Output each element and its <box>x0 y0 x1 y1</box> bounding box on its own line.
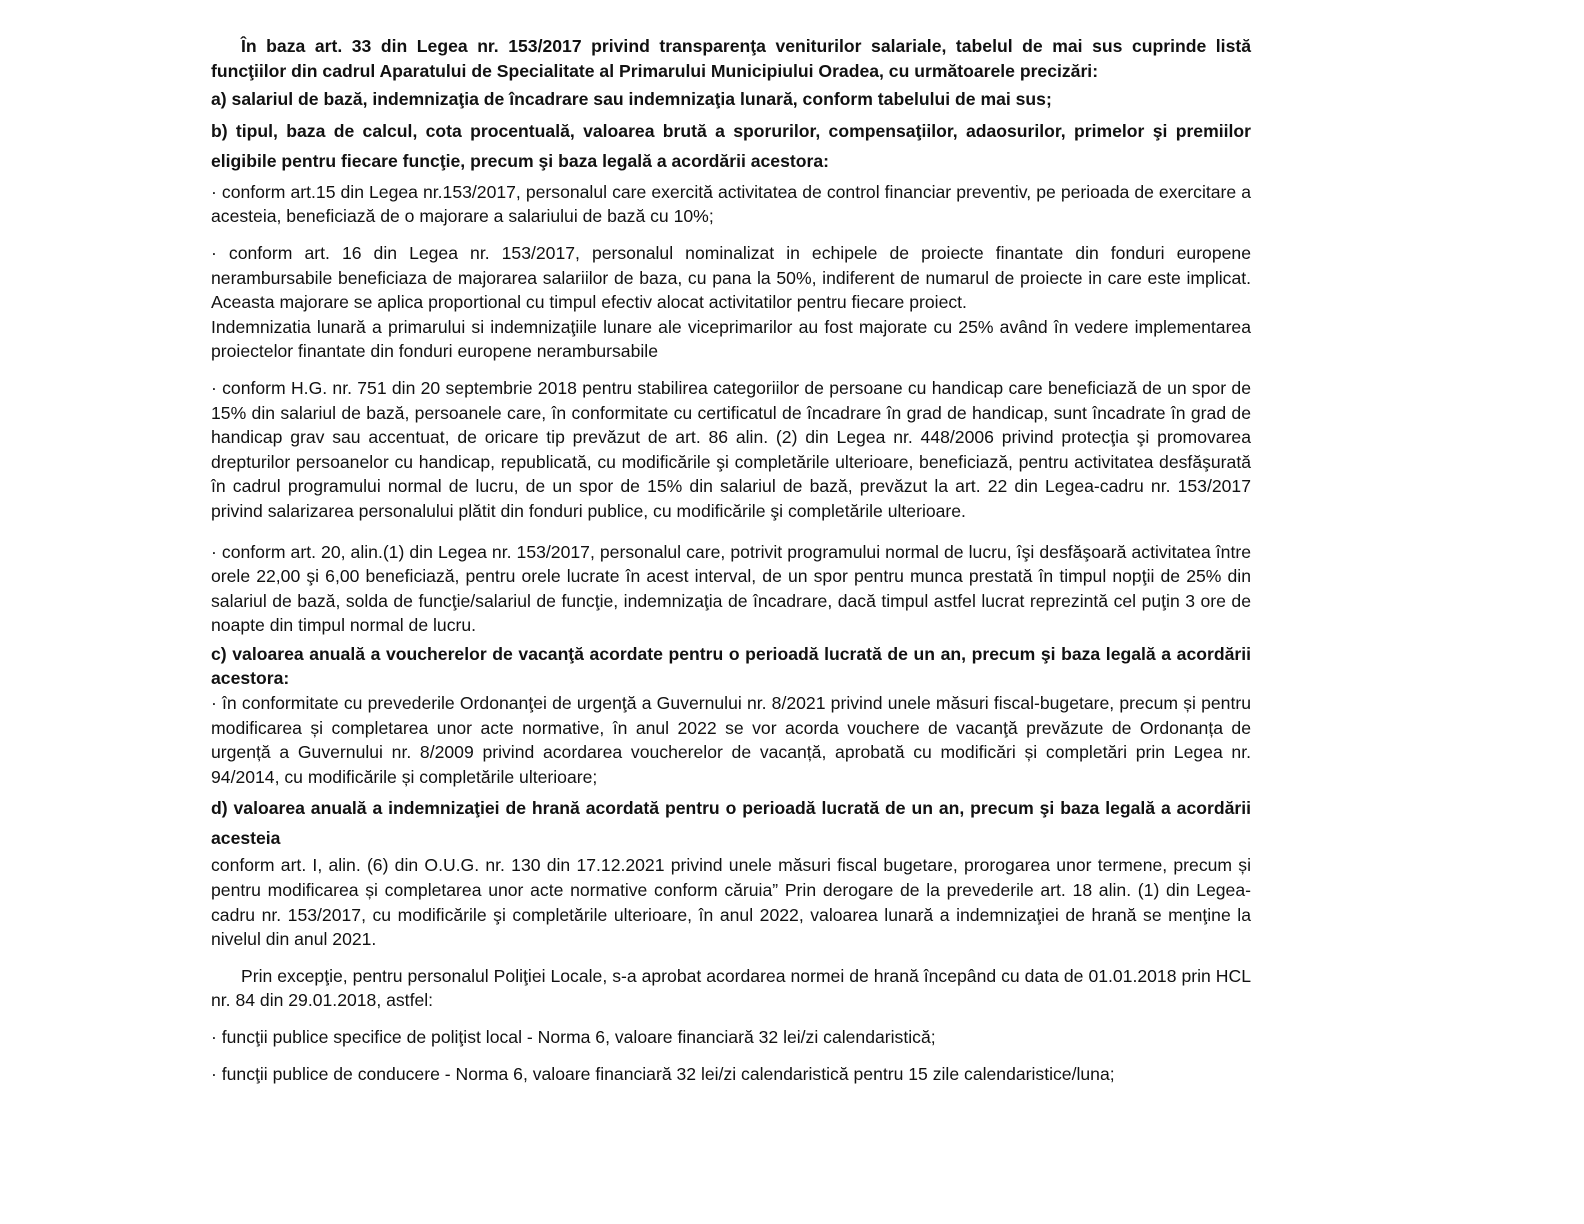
b-item-proiecte-europene: · conform art. 16 din Legea nr. 153/2017, personalul nominalizat in echipele de proiecte finantate din fonduri europene nerambursabile beneficiaza de majorarea salariilor de baza, cu pana la 50%, indiferent de numarul de proiecte in care este implicat. Aceasta majorare se aplica proportional cu timpul efectiv alocat activitatilor pentru fiecare proiect. <box>211 242 1251 313</box>
b-item-handicap: · conform H.G. nr. 751 din 20 septembrie 2018 pentru stabilirea categoriilor de persoane cu handicap care beneficiază de un spor de 15% din salariul de bază, persoanele care, în conformitate cu certificatul de încadrare în grad de handicap, sunt încadrate în grad de handicap grav sau accentuat, de oricare tip prevăzut de art. 86 alin. (2) din Legea nr. 448/2006 privind protecţia şi promovarea drepturilor persoanelor cu handicap, republicată, cu modificările şi completările ulterioare, beneficiază, pentru activitatea desfăşurată în cadrul programului normal de lucru, de un spor de 15% din salariul de bază, prevăzut la art. 22 din Legea-cadru nr. 153/2017 privind salarizarea personalului plătit din fonduri publice, cu modificările şi completările ulterioare. <box>211 377 1251 521</box>
section-b-heading: b) tipul, baza de calcul, cota procentuală, valoarea brută a sporurilor, compensaţiilor, adaosurilor, primelor şi premiilor eligibile pentru fiecare funcţie, precum şi baza legală a acordării acestora: <box>211 120 1251 171</box>
exception-item-politist-local: · funcţii publice specifice de poliţist local - Norma 6, valoare financiară 32 lei/zi calendaristică; <box>211 1027 936 1047</box>
section-d-heading: d) valoarea anuală a indemnizaţiei de hrană acordată pentru o perioadă lucrată de un an, precum şi baza legală a acordării acesteia <box>211 798 1251 849</box>
exception-paragraph: Prin excepţie, pentru personalul Poliţiei Locale, s-a aprobat acordarea normei de hrană începând cu data de 01.01.2018 prin HCL nr. 84 din 29.01.2018, astfel: <box>211 965 1251 1011</box>
exception-item-conducere: · funcţii publice de conducere - Norma 6, valoare financiară 32 lei/zi calendaristică pentru 15 zile calendaristice/luna; <box>211 1063 1115 1084</box>
b-item-control-financiar: · conform art.15 din Legea nr.153/2017, personalul care exercită activitatea de control financiar preventiv, pe perioada de exercitare a acesteia, beneficiază de o majorare a salariului de bază cu 10%; <box>211 181 1251 227</box>
section-a-heading: a) salariul de bază, indemnizaţia de încadrare sau indemnizaţia lunară, conform tabelului de mai sus; <box>211 89 1052 110</box>
b-item-indemnizatie-primar: Indemnizatia lunară a primarului si indemnizaţiile lunare ale viceprimarilor au fost majorate cu 25% având în vedere implementarea proiectelor finantate din fonduri europene nerambursabile <box>211 316 1251 362</box>
intro-paragraph: În baza art. 33 din Legea nr. 153/2017 privind transparenţa veniturilor salariale, tabelul de mai sus cuprinde listă funcţiilor din cadrul Aparatului de Specialitate al Primarului Municipiului Oradea, cu următoarele precizări: <box>211 36 1251 81</box>
c-item-vouchere: · în conformitate cu prevederile Ordonanţei de urgenţă a Guvernului nr. 8/2021 privind unele măsuri fiscal-bugetare, precum și pentru modificarea și completarea unor acte normative, în anul 2022 se vor acorda vouchere de vacanţă prevăzute de Ordonanța de urgență a Guvernului nr. 8/2009 privind acordarea voucherelor de vacanță, aprobată cu modificări și completări prin Legea nr. 94/2014, cu modificările și completările ulterioare; <box>211 693 1251 787</box>
document-page <box>211 34 1251 1086</box>
section-c-heading: c) valoarea anuală a voucherelor de vacanţă acordate pentru o perioadă lucrată de un an, precum şi baza legală a acordării acestora: <box>211 643 1251 689</box>
b-item-spor-noapte: · conform art. 20, alin.(1) din Legea nr. 153/2017, personalul care, potrivit programului normal de lucru, îşi desfăşoară activitatea între orele 22,00 şi 6,00 beneficiază, pentru orele lucrate în acest interval, de un spor pentru munca prestată în timpul nopţii de 25% din salariul de bază, solda de funcţie/salariul de funcţie, indemnizaţia de încadrare, dacă timpul astfel lucrat reprezintă cel puţin 3 ore de noapte din timpul normal de lucru. <box>211 541 1251 636</box>
d-item-indemnizatie-hrana: conform art. I, alin. (6) din O.U.G. nr. 130 din 17.12.2021 privind unele măsuri fiscal bugetare, prorogarea unor termene, precum și pentru modificarea și completarea unor acte normative conform căruia” Prin derogare de la prevederile art. 18 alin. (1) din Legea-cadru nr. 153/2017, cu modificările şi completările ulterioare, în anul 2022, valoarea lunară a indemnizaţiei de hrană se menţine la nivelul din anul 2021. <box>211 855 1251 950</box>
